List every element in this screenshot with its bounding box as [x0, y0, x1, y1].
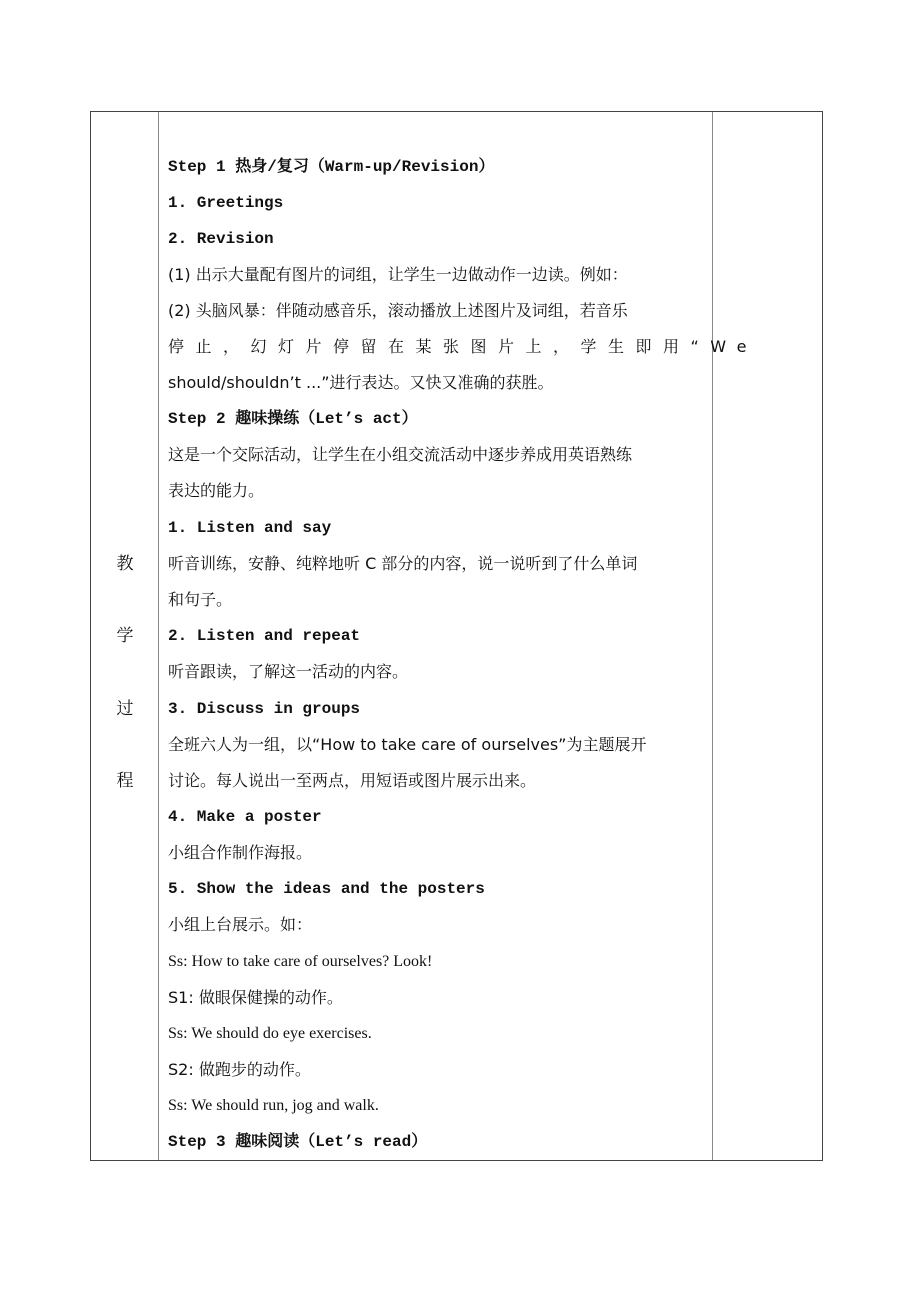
label-char-jiao: 教 [116, 554, 134, 574]
step1-sub2-line2: 停止，幻灯片停留在某张图片上，学生即用“We [168, 337, 759, 356]
dialogue-line: S2: 做跑步的动作。 [168, 1060, 311, 1079]
step2-item2-title: 2. Listen and repeat [168, 627, 361, 645]
step1-sub2-line1: (2) 头脑风暴：伴随动感音乐，滚动播放上述图片及词组，若音乐 [168, 301, 628, 320]
step1-sub1: (1) 出示大量配有图片的词组，让学生一边做动作一边读。例如： [168, 265, 628, 284]
notes-column [713, 112, 823, 1160]
step1-item-revision: 2. Revision [168, 230, 274, 248]
step1-sub2-line3: should/shouldn’t ...”进行表达。又快又准确的获胜。 [168, 373, 554, 392]
dialogue-line: S1: 做眼保健操的动作。 [168, 988, 343, 1007]
step2-item3-desc-line1: 全班六人为一组，以“How to take care of ourselves”为主题展开 [168, 735, 647, 754]
step2-heading: Step 2 趣味操练（Let’s act） [168, 410, 418, 428]
label-char-xue: 学 [116, 626, 134, 646]
step2-item1-desc-line2: 和句子。 [168, 590, 233, 609]
step2-intro-line2: 表达的能力。 [168, 481, 265, 500]
step2-item3-desc-line2: 讨论。每人说出一至两点，用短语或图片展示出来。 [168, 771, 537, 790]
step2-intro-line1: 这是一个交际活动，让学生在小组交流活动中逐步养成用英语熟练 [168, 445, 633, 464]
step2-item3-title: 3. Discuss in groups [168, 700, 361, 718]
step2-item1-desc-line1: 听音训练，安静、纯粹地听 C 部分的内容，说一说听到了什么单词 [168, 554, 638, 573]
step2-item5-desc: 小组上台展示。如： [168, 915, 313, 934]
dialogue-line: Ss: We should run, jog and walk. [168, 1097, 379, 1114]
step3-heading: Step 3 趣味阅读（Let’s read） [168, 1133, 428, 1151]
label-char-guo: 过 [116, 699, 134, 719]
step1-item-greetings: 1. Greetings [168, 194, 284, 212]
step2-item2-desc: 听音跟读，了解这一活动的内容。 [168, 662, 409, 681]
content-column [159, 112, 759, 1160]
step2-item1-title: 1. Listen and say [168, 519, 332, 537]
lesson-plan-table [90, 111, 823, 1161]
dialogue-line: Ss: How to take care of ourselves? Look! [168, 953, 433, 970]
step1-heading: Step 1 热身/复习（Warm-up/Revision） [168, 158, 495, 176]
step2-item5-title: 5. Show the ideas and the posters [168, 880, 485, 898]
step2-item4-desc: 小组合作制作海报。 [168, 843, 313, 862]
label-column [91, 112, 159, 1160]
dialogue-line: Ss: We should do eye exercises. [168, 1025, 372, 1042]
step2-item4-title: 4. Make a poster [168, 808, 322, 826]
label-char-cheng: 程 [116, 771, 134, 791]
